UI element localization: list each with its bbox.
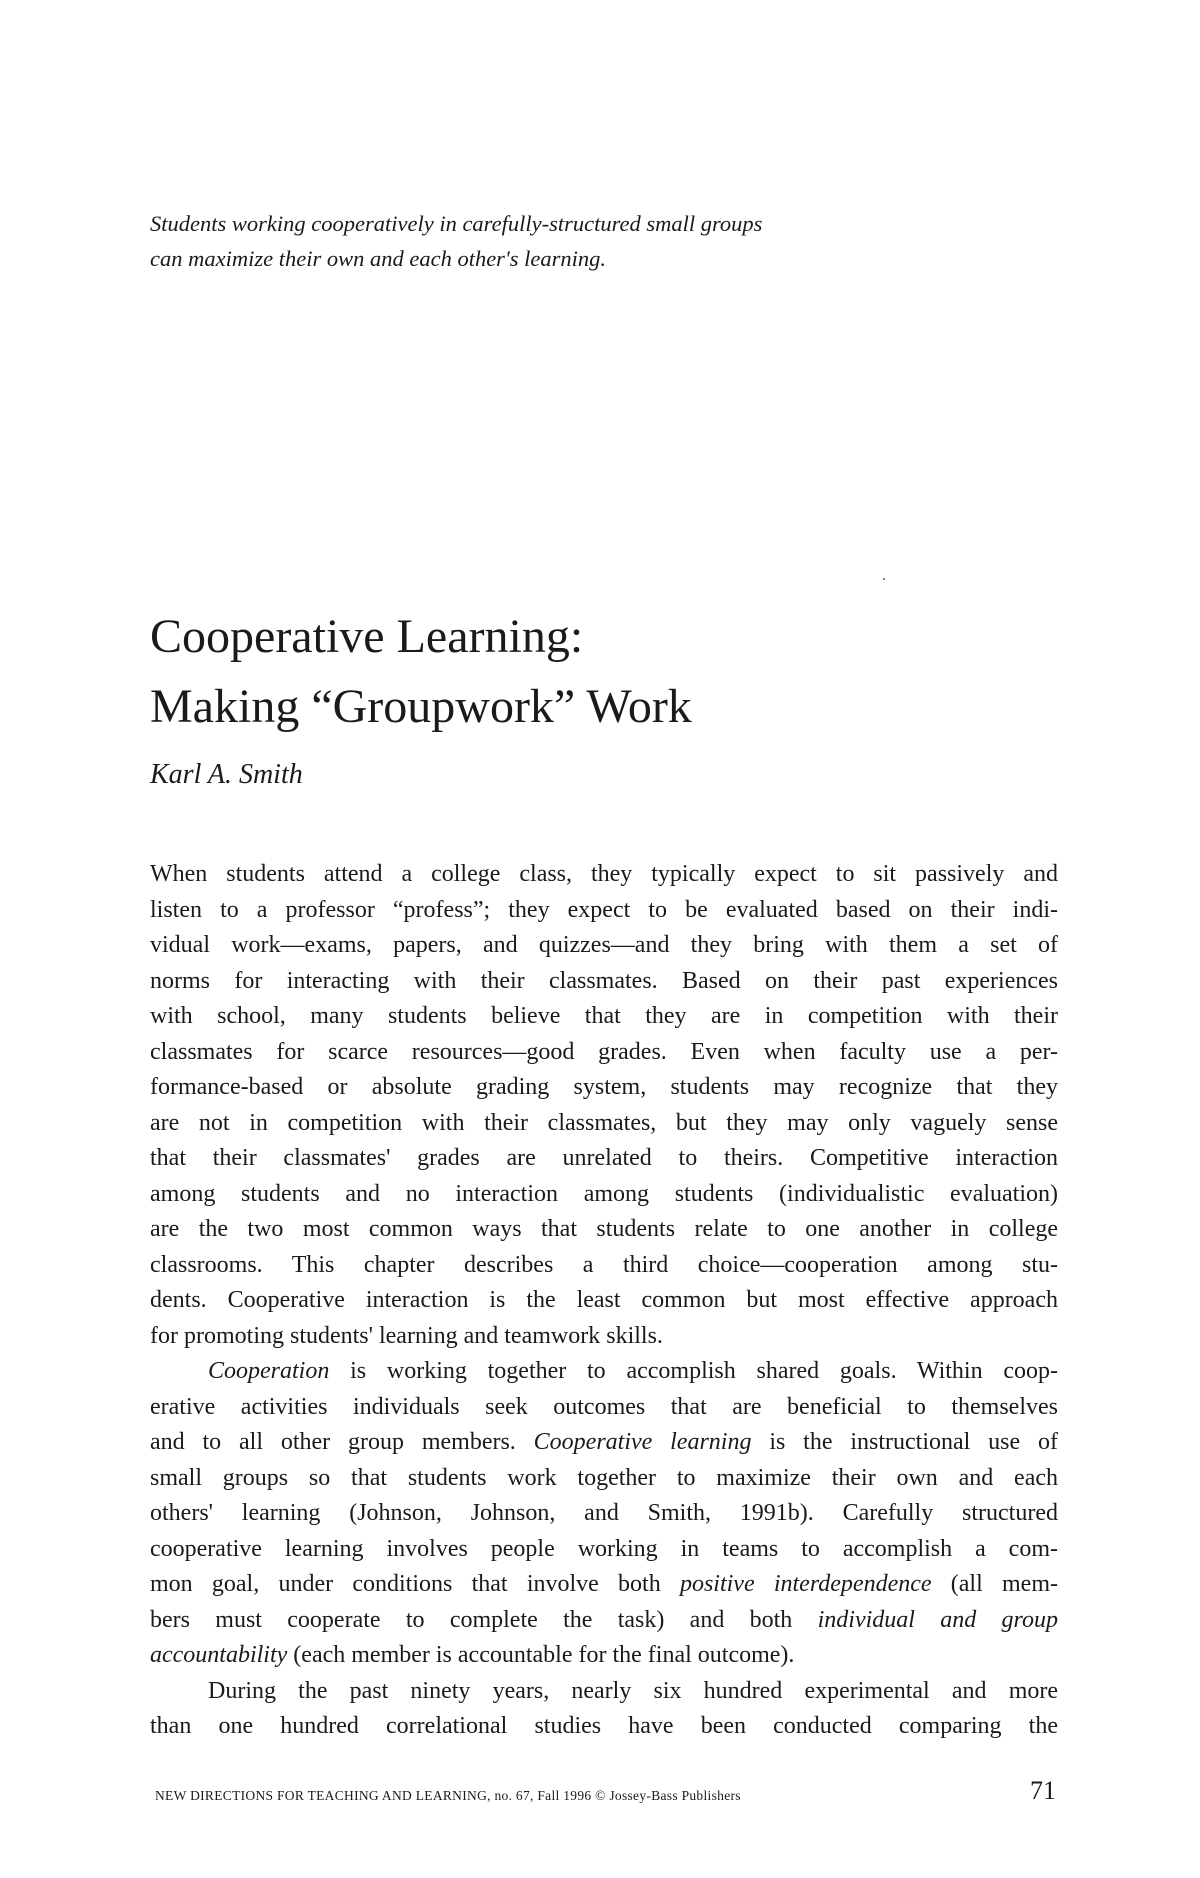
text-line: than one hundred correlational studies have been conducted comparing the (150, 1713, 1058, 1739)
author-name: Karl A. Smith (150, 759, 303, 790)
text-span: and to all other group members. (150, 1429, 534, 1455)
stray-mark (883, 578, 885, 580)
text-line: among students and no interaction among students (individualistic evaluation) (150, 1180, 1058, 1207)
text-line: with school, many students believe that they are in competition with their (150, 1003, 1058, 1029)
text-line: During the past ninety years, nearly six hundred experimental and more (208, 1677, 1058, 1704)
text-line (150, 1638, 1058, 1674)
text-line: vidual work—exams, papers, and quizzes—and they bring with them a set of (150, 932, 1058, 958)
page-number: 71 (1030, 1776, 1056, 1805)
text-span: (each member is accountable for the final outcome). (287, 1642, 795, 1668)
text-span: is working together to accomplish shared goals. Within coop- (329, 1358, 1058, 1384)
text-line: dents. Cooperative interaction is the least common but most effective approach (150, 1287, 1058, 1313)
text-line: When students attend a college class, they typically expect to sit passively and (150, 861, 1058, 887)
footer-citation: NEW DIRECTIONS FOR TEACHING AND LEARNING, no. 67, Fall 1996 © Jossey-Bass Publishers (155, 1788, 741, 1803)
text-line: are not in competition with their classmates, but they may only vaguely sense (150, 1109, 1058, 1136)
body-text (150, 857, 1058, 1745)
chapter-title-line: Making “Groupwork” Work (150, 680, 692, 733)
term-positive-interdependence: positive interdependence (679, 1571, 932, 1597)
text-line: for promoting students' learning and teamwork skills. (150, 1322, 663, 1349)
text-line: formance-based or absolute grading system, students may recognize that they (150, 1074, 1058, 1100)
text-line (150, 1354, 1058, 1390)
chapter-title-line: Cooperative Learning: (150, 610, 584, 663)
term-cooperation: Cooperation (208, 1358, 330, 1384)
epigraph-line: can maximize their own and each other's learning. (150, 246, 606, 271)
epigraph-line: Students working cooperatively in carefully-structured small groups (150, 211, 763, 236)
paragraph-2 (150, 1354, 1058, 1674)
chapter-title (150, 602, 692, 742)
text-line (150, 1567, 1058, 1603)
term-cooperative-learning: Cooperative learning (533, 1429, 752, 1455)
text-line: classmates for scarce resources—good grades. Even when faculty use a per- (150, 1038, 1058, 1065)
text-line: are the two most common ways that students relate to one another in college (150, 1216, 1058, 1242)
text-line: listen to a professor “profess”; they expect to be evaluated based on their indi- (150, 896, 1058, 923)
text-line (150, 1425, 1058, 1461)
text-span: is the instructional use of (751, 1429, 1058, 1455)
term-accountability: accountability (150, 1642, 288, 1668)
term-individual-and-group: individual and group (817, 1606, 1058, 1633)
text-line: cooperative learning involves people working in teams to accomplish a com- (150, 1535, 1058, 1562)
text-line: erative activities individuals seek outcomes that are beneficial to themselves (150, 1393, 1058, 1420)
paragraph-3 (150, 1674, 1058, 1745)
text-line (150, 1603, 1058, 1639)
text-span: bers must cooperate to complete the task) and both (150, 1606, 818, 1633)
text-line: small groups so that students work together to maximize their own and each (150, 1464, 1058, 1491)
text-span: mon goal, under conditions that involve both (150, 1571, 680, 1597)
epigraph (150, 206, 910, 276)
text-line: others' learning (Johnson, Johnson, and Smith, 1991b). Carefully structured (150, 1500, 1058, 1526)
text-line: that their classmates' grades are unrelated to theirs. Competitive interaction (150, 1145, 1058, 1171)
text-line: norms for interacting with their classmates. Based on their past experiences (150, 967, 1058, 994)
text-line: classrooms. This chapter describes a third choice—cooperation among stu- (150, 1251, 1058, 1278)
paragraph-1 (150, 857, 1058, 1354)
text-span: (all mem- (931, 1571, 1058, 1597)
